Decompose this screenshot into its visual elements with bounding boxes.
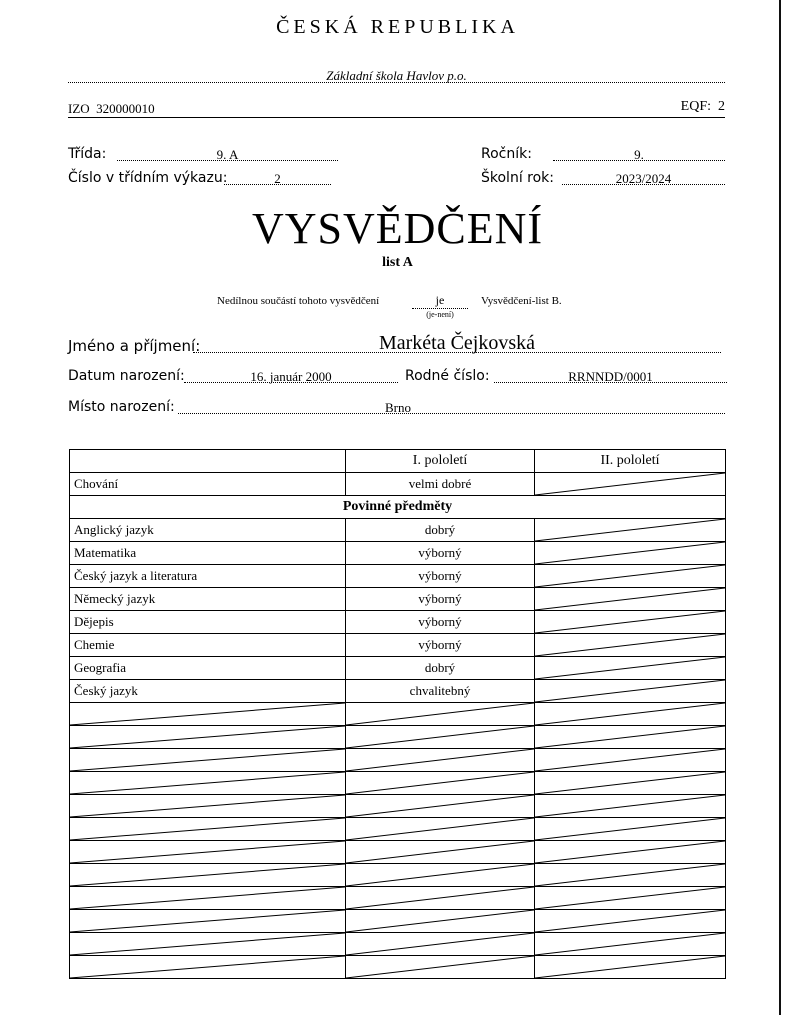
empty-first-cell (346, 726, 535, 749)
empty-row (70, 887, 726, 910)
empty-subject-cell (70, 887, 346, 910)
strike-line (346, 956, 534, 978)
empty-second-cell (535, 864, 726, 887)
empty-second-cell (535, 749, 726, 772)
subject-grade-second (535, 588, 726, 611)
subject-grade-first: výborný (346, 588, 535, 611)
subject-grade-second (535, 542, 726, 565)
empty-row (70, 864, 726, 887)
year-label: Školní rok: (481, 170, 555, 186)
subject-name: Dějepis (70, 611, 346, 634)
strike-line (70, 749, 345, 771)
note-hint: (je-není) (426, 310, 454, 319)
subject-grade-first: výborný (346, 611, 535, 634)
birthplace-line (178, 397, 725, 414)
strike-line (346, 910, 534, 932)
id-line (494, 366, 727, 383)
strike-line (535, 473, 725, 495)
section-row (70, 496, 726, 519)
strike-line (535, 542, 725, 564)
empty-second-cell (535, 910, 726, 933)
strike-line (535, 818, 725, 840)
strike-line (346, 795, 534, 817)
empty-first-cell (346, 864, 535, 887)
empty-second-cell (535, 772, 726, 795)
strike-line (70, 795, 345, 817)
empty-second-cell (535, 887, 726, 910)
year-value: 2023/2024 (615, 171, 672, 186)
empty-subject-cell (70, 818, 346, 841)
behavior-grade-first: velmi dobré (346, 473, 535, 496)
strike-line (535, 749, 725, 771)
strike-line (70, 956, 345, 978)
header-rule (68, 117, 725, 118)
empty-second-cell (535, 703, 726, 726)
empty-second-cell (535, 933, 726, 956)
strike-line (346, 772, 534, 794)
subject-grade-first: dobrý (346, 519, 535, 542)
strike-line (346, 703, 534, 725)
strike-line (70, 726, 345, 748)
register-label: Číslo v třídním výkazu: (68, 170, 228, 186)
empty-row (70, 703, 726, 726)
empty-subject-cell (70, 841, 346, 864)
subject-grade-second (535, 680, 726, 703)
grade-label: Ročník: (481, 146, 532, 162)
empty-second-cell (535, 818, 726, 841)
behavior-label: Chování (70, 473, 346, 496)
grades-table (69, 449, 726, 979)
table-row (70, 611, 726, 634)
empty-subject-cell (70, 933, 346, 956)
subject-grade-first: výborný (346, 542, 535, 565)
empty-first-cell (346, 910, 535, 933)
strike-line (346, 818, 534, 840)
strike-line (346, 933, 534, 955)
empty-subject-cell (70, 864, 346, 887)
empty-row (70, 956, 726, 979)
table-row (70, 542, 726, 565)
birthplace-value: Brno (385, 400, 411, 415)
empty-row (70, 841, 726, 864)
dob-label: Datum narození: (68, 368, 185, 384)
birthplace-label: Místo narození: (68, 399, 175, 415)
strike-line (535, 519, 725, 541)
subject-name: Anglický jazyk (70, 519, 346, 542)
empty-row (70, 933, 726, 956)
subject-grade-first: dobrý (346, 657, 535, 680)
table-row (70, 657, 726, 680)
class-label: Třída: (68, 146, 107, 162)
note-after: Vysvědčení-list B. (481, 295, 562, 307)
subject-grade-first: výborný (346, 634, 535, 657)
strike-line (535, 772, 725, 794)
document-subtitle: list A (382, 255, 413, 270)
note-before: Nedílnou součástí tohoto vysvědčení (217, 295, 380, 307)
name-line (193, 333, 721, 353)
empty-subject-cell (70, 956, 346, 979)
empty-second-cell (535, 795, 726, 818)
class-line (117, 144, 338, 161)
strike-line (535, 841, 725, 863)
strike-line (535, 795, 725, 817)
class-value: 9. A (216, 147, 239, 162)
header-second-term: II. pololetí (535, 450, 726, 473)
note-value: je (412, 293, 468, 309)
table-header-row (70, 450, 726, 473)
strike-line (70, 910, 345, 932)
behavior-grade-second (535, 473, 726, 496)
table-row (70, 680, 726, 703)
subject-grade-second (535, 634, 726, 657)
eqf (681, 99, 725, 115)
empty-row (70, 726, 726, 749)
table-row (70, 634, 726, 657)
empty-subject-cell (70, 703, 346, 726)
empty-row (70, 749, 726, 772)
strike-line (70, 841, 345, 863)
subject-grade-first: výborný (346, 565, 535, 588)
empty-first-cell (346, 749, 535, 772)
strike-line (535, 864, 725, 886)
empty-first-cell (346, 703, 535, 726)
strike-line (70, 703, 345, 725)
strike-line (535, 887, 725, 909)
strike-line (535, 703, 725, 725)
table-row (70, 565, 726, 588)
page-edge (779, 0, 781, 1015)
empty-subject-cell (70, 749, 346, 772)
subject-name: Chemie (70, 634, 346, 657)
section-heading: Povinné předměty (70, 496, 726, 519)
eqf-label: EQF: (680, 99, 711, 114)
subject-name: Německý jazyk (70, 588, 346, 611)
dob-line (184, 366, 398, 383)
grade-value: 9. (634, 147, 644, 162)
subject-grade-second (535, 565, 726, 588)
strike-line (535, 726, 725, 748)
empty-first-cell (346, 841, 535, 864)
subject-grade-first: chvalitebný (346, 680, 535, 703)
grades-table-body (70, 450, 726, 979)
strike-line (535, 933, 725, 955)
table-row (70, 588, 726, 611)
empty-row (70, 910, 726, 933)
izo-value: 320000010 (96, 101, 155, 116)
empty-subject-cell (70, 795, 346, 818)
subject-name: Matematika (70, 542, 346, 565)
strike-line (70, 772, 345, 794)
table-row (70, 519, 726, 542)
strike-line (346, 749, 534, 771)
subject-name: Český jazyk (70, 680, 346, 703)
strike-line (535, 910, 725, 932)
strike-line (346, 726, 534, 748)
id-label: Rodné číslo: (405, 368, 490, 384)
document-title: VYSVĚDČENÍ (251, 204, 544, 253)
subject-grade-second (535, 519, 726, 542)
strike-line (535, 680, 725, 702)
subject-name: Český jazyk a literatura (70, 565, 346, 588)
behavior-row (70, 473, 726, 496)
strike-line (535, 956, 725, 978)
strike-line (535, 588, 725, 610)
empty-row (70, 818, 726, 841)
header-cell-empty (70, 450, 346, 473)
strike-line (535, 657, 725, 679)
register-value: 2 (274, 171, 281, 186)
empty-subject-cell (70, 772, 346, 795)
header-first-term: I. pololetí (346, 450, 535, 473)
subject-grade-second (535, 657, 726, 680)
empty-second-cell (535, 841, 726, 864)
subject-name: Geografia (70, 657, 346, 680)
izo (68, 101, 155, 117)
school-name-line (68, 65, 725, 83)
subject-grade-second (535, 611, 726, 634)
strike-line (346, 841, 534, 863)
eqf-value: 2 (718, 99, 725, 114)
empty-first-cell (346, 772, 535, 795)
year-line (562, 168, 725, 185)
izo-label: IZO (68, 101, 90, 116)
empty-second-cell (535, 956, 726, 979)
grade-line (553, 144, 725, 161)
strike-line (70, 864, 345, 886)
name-label: Jméno a příjmení: (68, 337, 201, 355)
empty-first-cell (346, 795, 535, 818)
strike-line (535, 634, 725, 656)
strike-line (70, 933, 345, 955)
country-heading: ČESKÁ REPUBLIKA (276, 16, 519, 38)
strike-line (346, 887, 534, 909)
empty-first-cell (346, 887, 535, 910)
empty-second-cell (535, 726, 726, 749)
name-value: Markéta Čejkovská (378, 332, 536, 354)
empty-row (70, 795, 726, 818)
strike-line (70, 887, 345, 909)
empty-subject-cell (70, 910, 346, 933)
empty-subject-cell (70, 726, 346, 749)
empty-first-cell (346, 818, 535, 841)
school-name: Základní škola Havlov p.o. (326, 68, 467, 83)
strike-line (346, 864, 534, 886)
register-line (224, 168, 331, 185)
empty-first-cell (346, 933, 535, 956)
dob-value: 16. január 2000 (250, 369, 332, 384)
strike-line (70, 818, 345, 840)
id-value: RRNNDD/0001 (568, 369, 653, 384)
strike-line (535, 611, 725, 633)
strike-line (535, 565, 725, 587)
empty-first-cell (346, 956, 535, 979)
empty-row (70, 772, 726, 795)
